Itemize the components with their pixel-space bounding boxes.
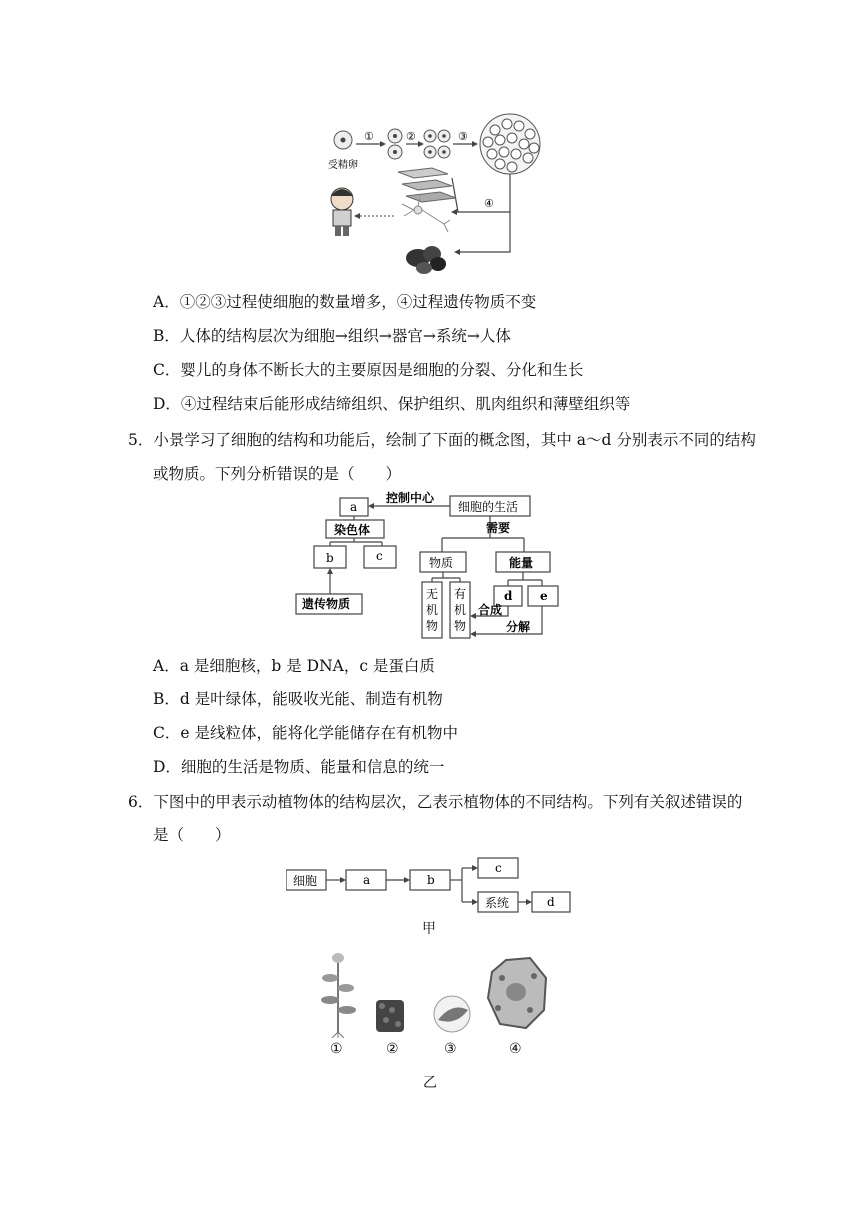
node-a: a: [350, 500, 358, 514]
node-cell-life: 细胞的生活: [458, 500, 519, 514]
node-energy: 能量: [509, 556, 534, 570]
step-label-1: ①: [364, 130, 374, 143]
q6-hierarchy-diagram: [286, 856, 576, 914]
node-a: a: [363, 873, 371, 887]
q5-option-d: D．细胞的生活是物质、能量和信息的统一: [153, 758, 445, 776]
step-label-2: ②: [406, 130, 416, 143]
node-genetic-material: 遗传物质: [302, 597, 351, 611]
node-b: b: [427, 873, 435, 887]
q6-stem-line2: 是（ ）: [153, 826, 231, 844]
node-matter: 物质: [429, 556, 454, 570]
node-inorganic-1: 无: [426, 587, 439, 601]
label-decompose: 分解: [506, 620, 531, 634]
q5-concept-map: [290, 490, 560, 642]
q4-option-b: B．人体的结构层次为细胞→组织→器官→系统→人体: [153, 327, 511, 345]
node-e: e: [540, 589, 548, 603]
image-label-1: ①: [330, 1041, 343, 1057]
q5-option-b: B．d 是叶绿体，能吸收光能、制造有机物: [153, 690, 443, 708]
image-label-3: ③: [444, 1041, 457, 1057]
leaf-organ-icon: [434, 996, 470, 1032]
caption-jia: 甲: [422, 921, 436, 937]
node-d: d: [547, 895, 555, 909]
node-inorganic-2: 机: [426, 603, 439, 617]
plant-tissue-icon: [376, 1000, 404, 1032]
label-control-center: 控制中心: [386, 491, 435, 505]
step-label-3: ③: [458, 130, 468, 143]
q5-stem-line2: 或物质。下列分析错误的是（ ）: [153, 465, 402, 483]
image-label-2: ②: [386, 1041, 399, 1057]
caption-yi: 乙: [423, 1075, 437, 1091]
node-d: d: [504, 589, 513, 603]
child-icon: [331, 188, 353, 236]
image-label-4: ④: [509, 1041, 522, 1057]
fertilized-egg-icon: [334, 131, 352, 149]
node-cell: 细胞: [293, 874, 318, 888]
tissue-layers-icon: [398, 168, 456, 202]
q5-option-a: A．a 是细胞核，b 是 DNA，c 是蛋白质: [153, 657, 435, 675]
node-organic-1: 有: [454, 587, 467, 601]
cell-cluster-icon: [480, 114, 540, 174]
q4-option-c: C．婴儿的身体不断长大的主要原因是细胞的分裂、分化和生长: [153, 361, 584, 379]
q4-option-a: A．①②③过程使细胞的数量增多，④过程遗传物质不变: [153, 293, 537, 311]
node-chromosome: 染色体: [334, 523, 371, 537]
two-cell-icon: [388, 129, 402, 159]
organ-tissue-icon: [406, 246, 446, 274]
q6-plant-structures: [316, 948, 556, 1038]
cell-development-diagram: [320, 112, 550, 282]
node-inorganic-3: 物: [426, 619, 439, 633]
fertilized-egg-label: 受精卵: [328, 160, 358, 171]
step-label-4: ④: [484, 197, 494, 210]
node-system: 系统: [485, 896, 510, 910]
node-c: c: [495, 861, 502, 875]
node-c: c: [376, 549, 383, 563]
label-needs: 需要: [486, 521, 511, 535]
figure-cell-development: [320, 112, 550, 282]
node-b: b: [326, 551, 334, 565]
q5-stem-line1: 5．小景学习了细胞的结构和功能后，绘制了下面的概念图，其中 a～d 分别表示不同的结构: [128, 431, 756, 449]
node-organic-3: 物: [454, 619, 467, 633]
neuron-icon: [402, 198, 450, 232]
label-synthesis: 合成: [478, 603, 503, 617]
whole-plant-icon: [321, 953, 356, 1038]
q5-option-c: C．e 是线粒体，能将化学能储存在有机物中: [153, 724, 458, 742]
four-cell-icon: [424, 130, 450, 158]
q4-option-d: D．④过程结束后能形成结缔组织、保护组织、肌肉组织和薄壁组织等: [153, 395, 631, 413]
q6-stem-line1: 6．下图中的甲表示动植物体的结构层次，乙表示植物体的不同结构。下列有关叙述错误的: [128, 793, 743, 811]
node-organic-2: 机: [454, 603, 467, 617]
plant-cell-icon: [488, 958, 546, 1028]
